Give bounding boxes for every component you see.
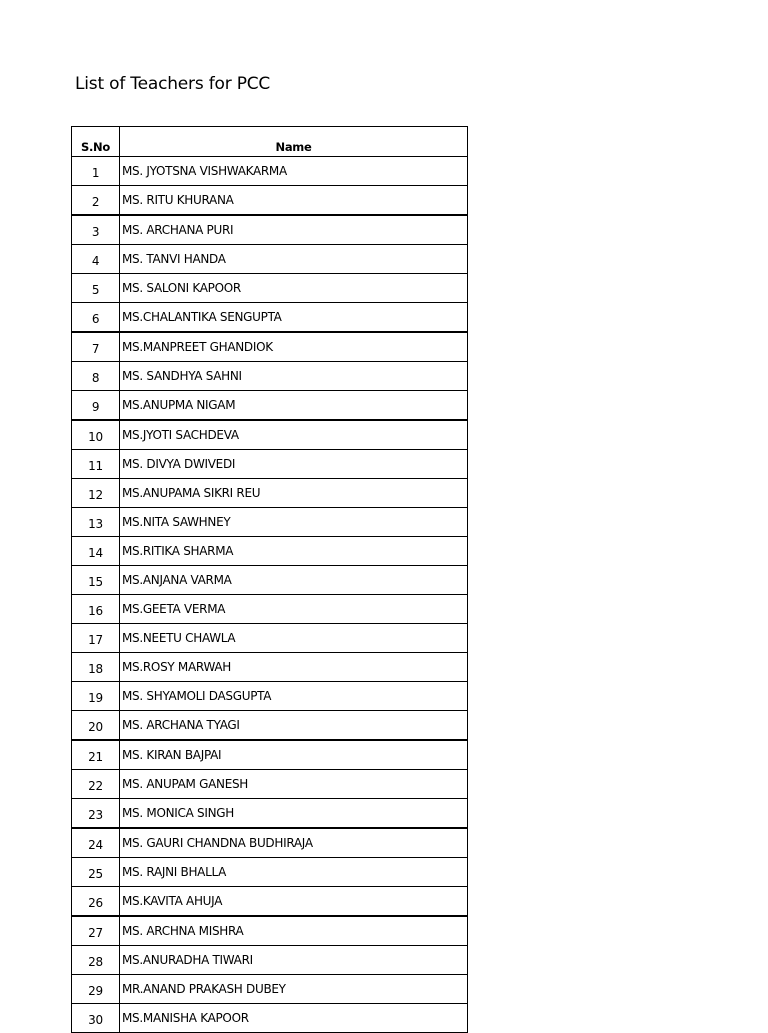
table-row [72, 887, 468, 917]
row-sno: 23 [72, 799, 120, 829]
row-sno: 20 [72, 711, 120, 741]
row-name: MS.ANUPMA NIGAM [120, 391, 468, 421]
row-sno: 15 [72, 566, 120, 595]
table-row [72, 479, 468, 508]
row-name: MS. GAURI CHANDNA BUDHIRAJA [120, 828, 468, 858]
document-title: List of Teachers for PCC [75, 74, 271, 94]
table-row [72, 332, 468, 362]
row-sno: 8 [72, 362, 120, 391]
table-row [72, 420, 468, 450]
table-row [72, 157, 468, 186]
row-sno: 16 [72, 595, 120, 624]
row-name: MS.RITIKA SHARMA [120, 537, 468, 566]
row-name: MS.KAVITA AHUJA [120, 887, 468, 917]
row-sno: 25 [72, 858, 120, 887]
row-name: MS.ANURADHA TIWARI [120, 946, 468, 975]
row-sno: 9 [72, 391, 120, 421]
row-sno: 18 [72, 653, 120, 682]
table-row [72, 391, 468, 421]
row-name: MS.ANJANA VARMA [120, 566, 468, 595]
table-row [72, 508, 468, 537]
row-name: MS.CHALANTIKA SENGUPTA [120, 303, 468, 333]
row-name: MS.GEETA VERMA [120, 595, 468, 624]
table-row [72, 274, 468, 303]
row-name: MS. ANUPAM GANESH [120, 770, 468, 799]
table-row [72, 799, 468, 829]
table-row [72, 653, 468, 682]
row-sno: 19 [72, 682, 120, 711]
table-header-row [72, 127, 468, 157]
table-row [72, 303, 468, 333]
table-row [72, 916, 468, 946]
row-sno: 11 [72, 450, 120, 479]
row-name: MS. RAJNI BHALLA [120, 858, 468, 887]
column-header-name: Name [120, 127, 468, 157]
table-row [72, 770, 468, 799]
row-sno: 28 [72, 946, 120, 975]
table-row [72, 975, 468, 1004]
row-name: MS. MONICA SINGH [120, 799, 468, 829]
row-name: MS.MANISHA KAPOOR [120, 1004, 468, 1033]
row-sno: 22 [72, 770, 120, 799]
column-header-sno: S.No [72, 127, 120, 157]
row-name: MS.NEETU CHAWLA [120, 624, 468, 653]
row-sno: 30 [72, 1004, 120, 1033]
row-name: MS.JYOTI SACHDEVA [120, 420, 468, 450]
table-row [72, 624, 468, 653]
row-name: MR.ANAND PRAKASH DUBEY [120, 975, 468, 1004]
table-row [72, 215, 468, 245]
row-name: MS. ARCHANA PURI [120, 215, 468, 245]
row-sno: 12 [72, 479, 120, 508]
row-name: MS. RITU KHURANA [120, 186, 468, 216]
row-name: MS. TANVI HANDA [120, 245, 468, 274]
row-sno: 13 [72, 508, 120, 537]
table-row [72, 740, 468, 770]
table-row [72, 595, 468, 624]
row-sno: 2 [72, 186, 120, 216]
row-sno: 17 [72, 624, 120, 653]
table-row [72, 537, 468, 566]
row-sno: 21 [72, 740, 120, 770]
row-sno: 7 [72, 332, 120, 362]
row-sno: 4 [72, 245, 120, 274]
row-name: MS. ARCHANA TYAGI [120, 711, 468, 741]
row-sno: 29 [72, 975, 120, 1004]
table-row [72, 711, 468, 741]
row-sno: 1 [72, 157, 120, 186]
row-sno: 5 [72, 274, 120, 303]
table-row [72, 1004, 468, 1033]
table-row [72, 450, 468, 479]
table-row [72, 682, 468, 711]
row-sno: 14 [72, 537, 120, 566]
row-sno: 6 [72, 303, 120, 333]
table-row [72, 245, 468, 274]
row-name: MS. SALONI KAPOOR [120, 274, 468, 303]
row-name: MS.MANPREET GHANDIOK [120, 332, 468, 362]
table-row [72, 828, 468, 858]
row-name: MS. SHYAMOLI DASGUPTA [120, 682, 468, 711]
row-sno: 24 [72, 828, 120, 858]
table-row [72, 858, 468, 887]
row-name: MS.NITA SAWHNEY [120, 508, 468, 537]
row-name: MS. SANDHYA SAHNI [120, 362, 468, 391]
table-row [72, 186, 468, 216]
row-sno: 27 [72, 916, 120, 946]
row-sno: 3 [72, 215, 120, 245]
row-sno: 26 [72, 887, 120, 917]
row-name: MS. ARCHNA MISHRA [120, 916, 468, 946]
row-name: MS.ANUPAMA SIKRI REU [120, 479, 468, 508]
table-row [72, 362, 468, 391]
teachers-table [71, 126, 468, 1033]
row-name: MS. JYOTSNA VISHWAKARMA [120, 157, 468, 186]
row-sno: 10 [72, 420, 120, 450]
row-name: MS. KIRAN BAJPAI [120, 740, 468, 770]
row-name: MS. DIVYA DWIVEDI [120, 450, 468, 479]
table-row [72, 566, 468, 595]
table-row [72, 946, 468, 975]
row-name: MS.ROSY MARWAH [120, 653, 468, 682]
